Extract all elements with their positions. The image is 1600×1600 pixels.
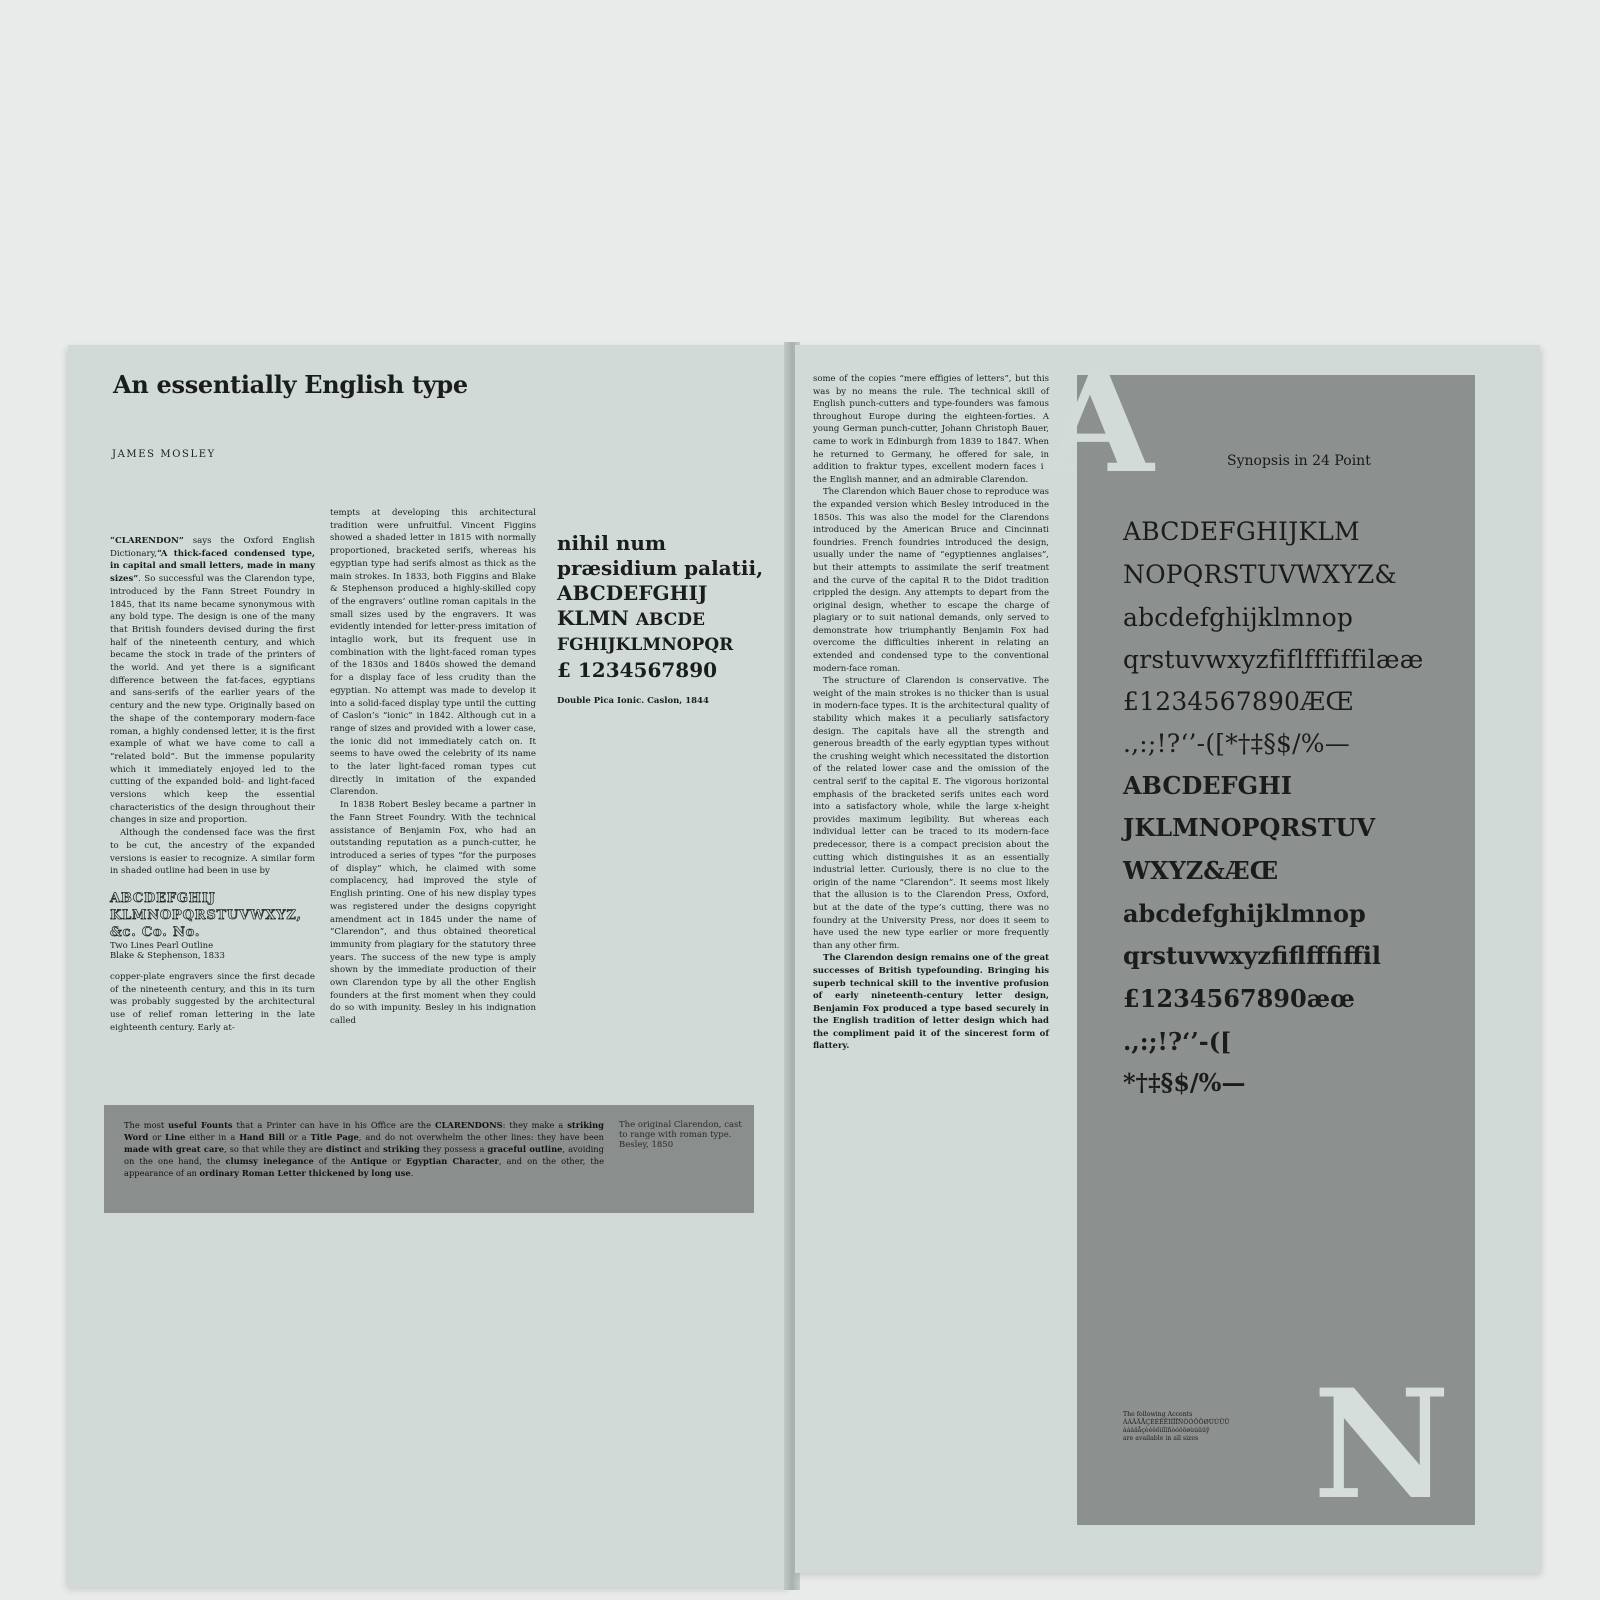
accents-title: The following Accents bbox=[1123, 1411, 1193, 1418]
text-span: and bbox=[361, 1144, 384, 1154]
synopsis-bold-line: abcdefghijklmnop bbox=[1123, 899, 1366, 928]
bold-span: ordinary Roman Letter thickened by long use bbox=[199, 1168, 411, 1178]
article-author: JAMES MOSLEY bbox=[112, 449, 216, 460]
paragraph: some of the copies “mere effigies of letters”, but this was by no means the rule. The technical skill of English punch-cutters and type-founders was famous throughout Europe during the eighteen-forties. A young German punch-cutter, Johann Christoph Bauer, came to work in Edinburgh from 1839 to 1847. When he returned to Germany, he offered for sale, in addition to fraktur types, excellent modern faces in the English manner, and an admirable Clarendon. bbox=[813, 374, 1049, 485]
text-span: of the bbox=[313, 1156, 351, 1166]
synopsis-bold-line: qrstuvwxyzfiflfffiffil bbox=[1123, 941, 1381, 970]
bold-span: graceful outline bbox=[487, 1144, 563, 1154]
article-title: An essentially English type bbox=[113, 370, 468, 399]
bold-span: clumsy inelegance bbox=[225, 1156, 314, 1166]
paragraph-bold: The Clarendon design remains one of the great successes of British typefounding. Bringing his superb technical skill to the inventive profusion of early nineteenth-century letter design, Benjamin Fox produced a type based securely in the English tradition of letter design which had the compliment paid it of the sincerest form of flattery. bbox=[813, 953, 1049, 1052]
synopsis-bold-line: WXYZ&ÆŒ bbox=[1123, 856, 1279, 885]
synopsis-regular-line: NOPQRSTUVWXYZ& bbox=[1123, 560, 1397, 589]
bold-span: Hand Bill bbox=[239, 1132, 285, 1142]
synopsis-bold-line: .,:;!?‘’-([ bbox=[1123, 1027, 1232, 1056]
accents-line: are available in all sizes bbox=[1123, 1435, 1199, 1442]
synopsis-panel bbox=[1045, 341, 1475, 1533]
outline-specimen-line: ABCDEFGHIJ bbox=[110, 890, 216, 906]
bold-span: distinct bbox=[325, 1144, 362, 1154]
text-span: The most bbox=[124, 1120, 169, 1130]
synopsis-regular-line: qrstuvwxyzfiflfffiffilææ bbox=[1123, 645, 1424, 674]
bold-span: Egyptian Character bbox=[406, 1156, 499, 1166]
clarendon-advert-banner bbox=[104, 1105, 754, 1213]
text-span: , so that while they are bbox=[224, 1144, 326, 1154]
accents-line: àáâäåçèéêëìíîïñòóôöøùúûüŷ bbox=[1123, 1427, 1210, 1434]
text-span: that a Printer can have in his Office are the bbox=[232, 1120, 435, 1130]
specimen-line: præsidium palatii, bbox=[557, 556, 764, 580]
specimen-line: ABCDEFGHIJ bbox=[557, 581, 708, 605]
paragraph: tempts at developing this architectural tradition were unfruitful. Vincent Figgins showed a shaded letter in 1815 with normally proportioned, bracketed serifs, whereas his egyptian type had serifs almost as thick as the main strokes. In 1833, both Figgins and Blake & Stephenson produced a highly-skilled copy of the engravers’ outline roman capitals in the small sizes used by the engravers. It was evidently intended for letter-press imitation of intaglio work, but its frequent use in combination with the light-faced roman types of the 1830s and 1840s showed the demand for a display face of less crudity than the egyptian. No attempt was made to develop it into a solid-faced display type until the cutting of Caslon’s “ionic” in 1842. Although cut in a range of sizes and provided with a lower case, the ionic did not immediately catch on. It seems to have owed the celebrity of its name to the later light-faced roman types cut directly in imitation of the expanded Clarendon. bbox=[330, 508, 536, 798]
text-span: or bbox=[387, 1156, 407, 1166]
bold-span: CLARENDONS bbox=[434, 1120, 503, 1130]
paragraph bbox=[110, 535, 315, 827]
specimen-caption: Double Pica Ionic. Caslon, 1844 bbox=[557, 696, 709, 706]
text-span: or bbox=[148, 1132, 166, 1142]
left-page bbox=[68, 345, 790, 1587]
synopsis-regular-line: ABCDEFGHIJKLM bbox=[1123, 517, 1360, 546]
outline-caption: Blake & Stephenson, 1833 bbox=[110, 950, 225, 961]
synopsis-regular-line: abcdefghijklmnop bbox=[1123, 603, 1354, 632]
paragraph: The Clarendon which Bauer chose to reproduce was the expanded version which Besley introduced in the 1850s. This was also the model for the Clarendons introduced by the American Bruce and Cincinnati foundries. French foundries introduced the design, usually under the name of “egyptiennes anglaises”, but their attempts to assimilate the serif treatment and the curve of the capital R to the Didot tradition crippled the design. Any attempts to depart from the original design, whether to escape the charge of plagiary or to suit national demands, only served to demonstrate how triumphantly Benjamin Fox had overcome the difficulties inherent in relating an extended and condensed type to the conventional modern-face roman. bbox=[813, 487, 1049, 674]
ionic-specimen bbox=[557, 531, 767, 714]
synopsis-bold-line: ABCDEFGHI bbox=[1123, 771, 1292, 800]
text-span: , and on the other, the appearance of an bbox=[124, 1156, 604, 1178]
specimen-line: nihil num bbox=[557, 531, 667, 555]
synopsis-bold-line: £1234567890æœ bbox=[1123, 984, 1355, 1013]
specimen-text: ABCDE bbox=[635, 610, 705, 630]
text-span: or a bbox=[284, 1132, 311, 1142]
lead-word: “CLARENDON” bbox=[110, 536, 184, 546]
synopsis-title: Synopsis in 24 Point bbox=[1227, 453, 1371, 469]
paragraph: Although the condensed face was the first to be cut, the ancestry of the expanded versions is easier to recognize. A similar form in shaded outline had been in use by bbox=[110, 828, 315, 877]
outline-specimen-line: &c. Co. No. bbox=[110, 924, 201, 940]
specimen-line bbox=[557, 606, 767, 633]
outline-specimen-line: KLMNOPQRSTUVWXYZ, bbox=[110, 907, 302, 923]
outline-caption: Two Lines Pearl Outline bbox=[110, 940, 214, 951]
text-span: , and do not overwhelm the other lines: they have been bbox=[358, 1132, 604, 1142]
paragraph: In 1838 Robert Besley became a partner in the Fann Street Foundry. With the technical assistance of Benjamin Fox, who had an outstanding reputation as a punch-cutter, he introduced a series of types “for the purposes of display” which, he claimed with some complacency, had improved the style of English printing. One of his new display types was registered under the designs copyright amendment act in 1845 under the name of “Clarendon”, and thus obtained theoretical immunity from plagiary for the statutory three years. The success of the new type is amply shown by the immediate production of their own Clarendon type by all the other English founders at the first moment when they could do so with impunity. Besley in his indignation called bbox=[330, 800, 536, 1027]
paragraph: copper-plate engravers since the first decade of the nineteenth century, and this in its turn was probably suggested by the architectural use of relief roman lettering in the late eighteenth century. Early at- bbox=[110, 971, 315, 1033]
synopsis-regular-line: £1234567890ÆŒ bbox=[1123, 687, 1355, 716]
bold-span: Line bbox=[165, 1132, 186, 1142]
bold-quote: “A thick-faced condensed type, in capital and small letters, made in many sizes” bbox=[110, 548, 315, 585]
decorative-initial-a: A bbox=[1045, 341, 1154, 505]
bold-span: useful Founts bbox=[168, 1120, 233, 1130]
specimen-line: FGHIJKLMNOPQR bbox=[557, 635, 734, 655]
synopsis-bold-line: *†‡§$/%— bbox=[1123, 1068, 1246, 1097]
outline-specimen bbox=[110, 890, 315, 961]
text-column-3 bbox=[813, 373, 1049, 1053]
bold-span: striking bbox=[383, 1144, 420, 1154]
advert-text bbox=[124, 1119, 604, 1179]
synopsis-regular-line: .,:;!?‘’-([*†‡§$/%— bbox=[1123, 729, 1350, 758]
text-span: , avoiding on the one hand, the bbox=[124, 1144, 604, 1166]
text-column-1 bbox=[110, 535, 315, 1035]
bold-span: striking Word bbox=[124, 1120, 604, 1142]
bold-span: Title Page bbox=[310, 1132, 359, 1142]
advert-caption: The original Clarendon, cast to range with roman type. Besley, 1850 bbox=[619, 1120, 742, 1150]
text-span: . So successful was the Clarendon type, introduced by the Fann Street Foundry in 1845, that its name became synonymous with any bold type. The design is one of the many that British founders devised during the first half of the nineteenth century, and which became the stock in trade of the printers of the world. And yet there is a significant difference between the fat-faces, egyptians and sans-serifs of the earlier years of the century and the new type. Originally based on the shape of the contemporary modern-face roman, a highly condensed letter, it is the first example of what we have come to call a “related bold”. But the immense popularity which it immediately enjoyed led to the cutting of the expanded bold- and light-faced versions which keep the essential characteristics of the design throughout their changes in size and proportion. bbox=[110, 574, 315, 826]
specimen-text: KLMN bbox=[557, 606, 636, 630]
right-page bbox=[795, 341, 1540, 1573]
bold-span: made with great care bbox=[124, 1144, 224, 1154]
bold-span: Antique bbox=[350, 1156, 388, 1166]
synopsis-bold-line: JKLMNOPQRSTUV bbox=[1123, 813, 1376, 842]
accents-line: ÀÁÂÄÅÇÈÉÊËÌÍÎÏÑÒÓÔÖØÙÚÛÜ bbox=[1123, 1419, 1230, 1426]
text-span: : they make a bbox=[502, 1120, 568, 1130]
text-span: . bbox=[410, 1168, 414, 1178]
text-span: they possess a bbox=[419, 1144, 488, 1154]
text-span: either in a bbox=[185, 1132, 240, 1142]
specimen-line: £ 1234567890 bbox=[557, 658, 718, 682]
decorative-initial-n: N bbox=[1313, 1357, 1451, 1533]
paragraph: The structure of Clarendon is conservative. The weight of the main strokes is no thicker than is usual in modern-face types. It is the architectural quality of stability which makes it a peculiarly satisfactory design. The capitals have all the strength and generous breadth of the early egyptian types without the crushing weight which necessitated the distortion of the related lower case and the omission of the central serif to the capital E. The vigorous horizontal emphasis of the bracketed serifs unites each word into a satisfactory whole, while the large x-height provides maximum legibility. But whereas each individual letter can be traced to its modern-face predecessor, there is a compact precision about the cutting which distinguishes it as an essentially industrial letter. Curiously, there is no clue to the origin of the name “Clarendon”. It seems most likely that the allusion is to the Clarendon Press, Oxford, but at the date of the type’s cutting, there was no foundry at the University Press, nor does it seem to have used the new type earlier or more frequently than any other firm. bbox=[813, 676, 1049, 951]
accents-note bbox=[1123, 1411, 1230, 1443]
text-column-2 bbox=[330, 507, 536, 1028]
text-span: says the Oxford English Dictionary, bbox=[110, 536, 315, 559]
